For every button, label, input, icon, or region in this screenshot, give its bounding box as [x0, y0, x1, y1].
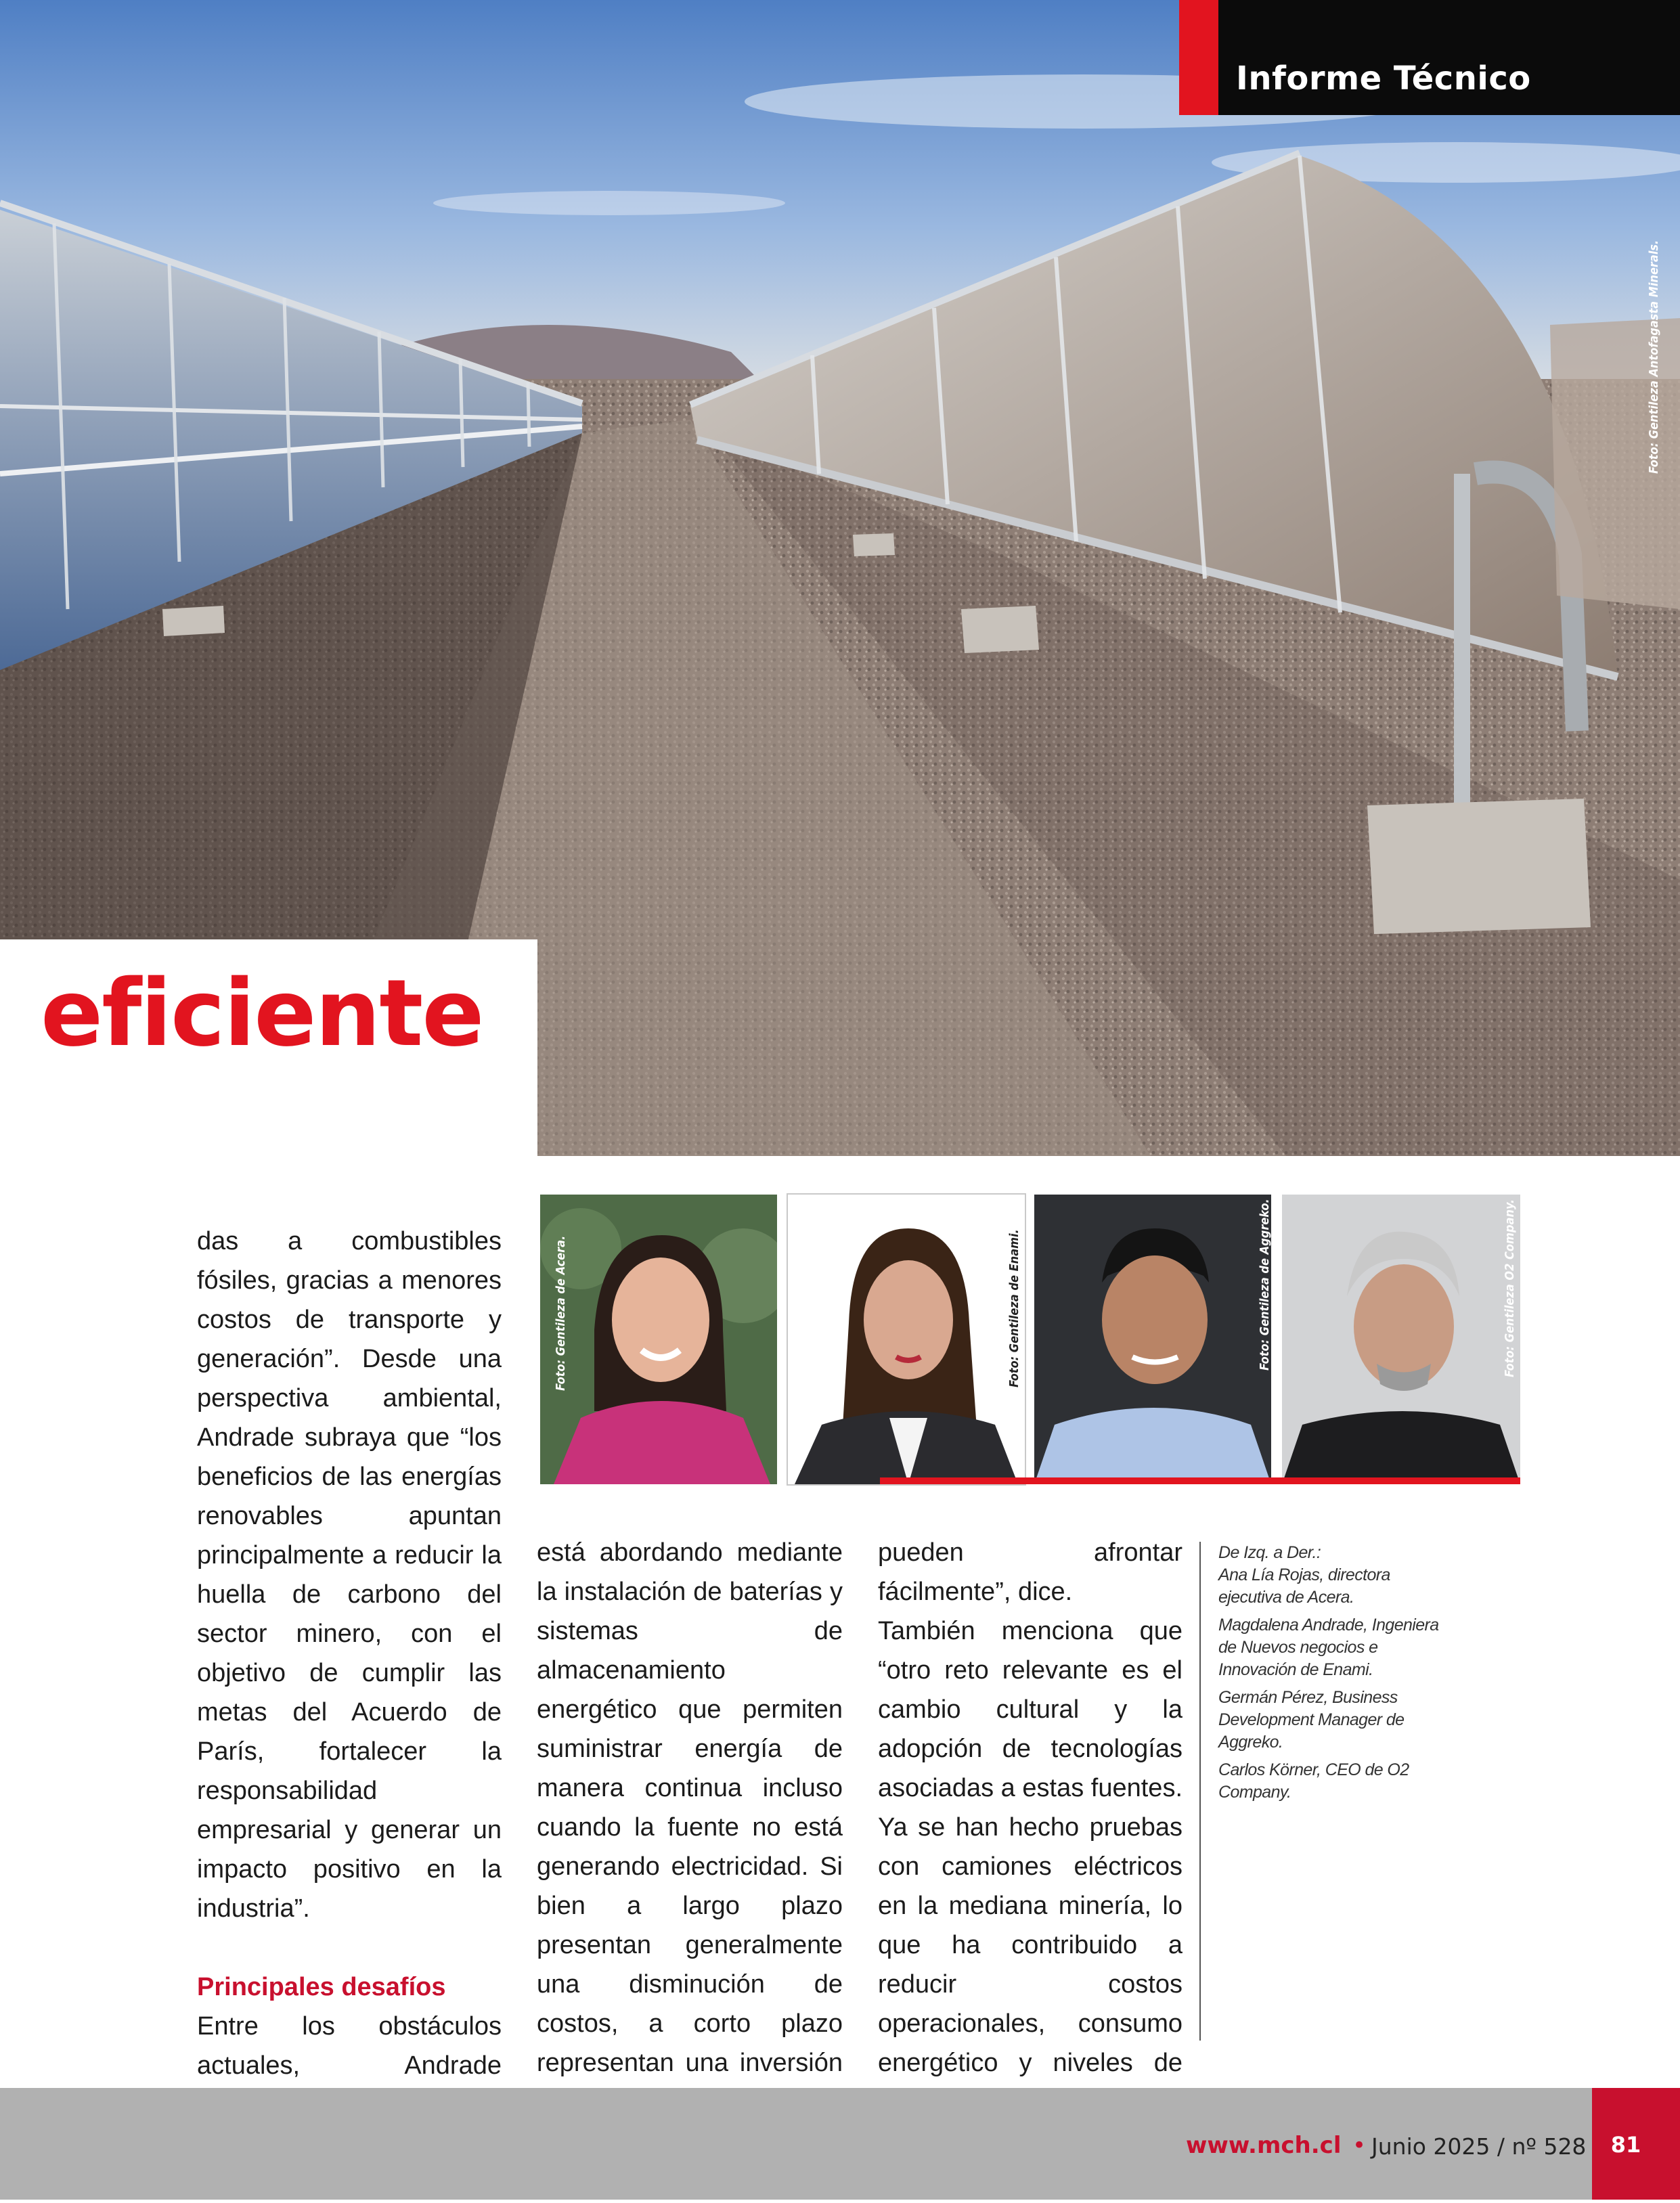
- portrait-magdalena-andrade: [788, 1195, 1025, 1484]
- caption-person-4: Carlos Körner, CEO de O2 Company.: [1218, 1760, 1409, 1802]
- body-paragraph: das a combustibles fósiles, gracias a menores costos de transporte y generación”. Desde una perspectiva ambiental, Andrade subraya que “los beneficios de las energías renovables apuntan principalmente a reducir la huella de carbono del sector minero, con el objetivo de cumplir las metas del Acuerdo de París, fortalecer la responsabilidad empresarial y generar un impacto positivo en la industria”.: [197, 1227, 502, 1923]
- article-title: eficiente: [41, 960, 483, 1067]
- body-paragraph: pueden afrontar fácilmente”, dice.: [878, 1538, 1182, 1606]
- portraits-red-rule: [880, 1477, 1520, 1484]
- portrait-credit-1: Foto: Gentileza de Acera.: [554, 1235, 568, 1391]
- caption-rule: [1199, 1542, 1201, 2041]
- footer-website-link[interactable]: www.mch.cl: [1186, 2132, 1342, 2159]
- portrait-carlos-korner: [1282, 1195, 1520, 1484]
- caption-person-2: Magdalena Andrade, Ingeniera de Nuevos negocios e Innovación de Enami.: [1218, 1616, 1439, 1679]
- portrait-credit-4: Foto: Gentileza O2 Company.: [1503, 1199, 1517, 1377]
- section-title: Informe Técnico: [1236, 60, 1531, 97]
- caption-intro: De Izq. a Der.:: [1218, 1543, 1321, 1562]
- portrait-credit-2: Foto: Gentileza de Enami.: [1007, 1229, 1021, 1387]
- page-number: 81: [1610, 2132, 1641, 2158]
- portrait-german-perez: [1034, 1195, 1271, 1484]
- body-paragraph: También menciona que “otro reto relevante es el cambio cultural y la adopción de tecnologías asociadas a estas fuentes. Ya se han hecho pruebas con camiones eléctricos en la mediana minería, lo que ha contribuido a reducir costos operacionales, consumo energético y niveles de: [878, 1617, 1182, 2077]
- body-column-1: [197, 1222, 502, 2203]
- hero-photo-credit: Foto: Gentileza Antofagasta Minerals.: [1647, 240, 1661, 474]
- body-column-3: [878, 1533, 1182, 2122]
- caption-person-1: Ana Lía Rojas, directora ejecutiva de Acera.: [1218, 1565, 1390, 1607]
- section-header-bar: [1179, 0, 1680, 115]
- portrait-ana-lia-rojas: [540, 1195, 777, 1484]
- body-paragraph: Entre los obstáculos actuales, Andrade: [197, 2012, 502, 2080]
- body-column-2: [537, 1533, 843, 2161]
- body-paragraph: está abordando mediante la instalación de baterías y sistemas de almacenamiento energético que permiten suministrar energía de manera continua incluso cuando la fuente no está generando electricidad. Si bien a largo plazo presentan generalmente una disminución de costos, a corto plazo representan una inversión: [537, 1538, 843, 2077]
- footer-separator: •: [1352, 2132, 1367, 2159]
- portrait-credit-3: Foto: Gentileza de Aggreko.: [1258, 1199, 1272, 1371]
- footer-issue-info: Junio 2025 / nº 528: [1371, 2133, 1587, 2160]
- section-header-accent: [1179, 0, 1218, 115]
- section-subheading: Principales desafíos: [197, 1973, 446, 2001]
- photo-caption: [1218, 1542, 1442, 1809]
- caption-person-3: Germán Pérez, Business Development Manager de Aggreko.: [1218, 1688, 1405, 1752]
